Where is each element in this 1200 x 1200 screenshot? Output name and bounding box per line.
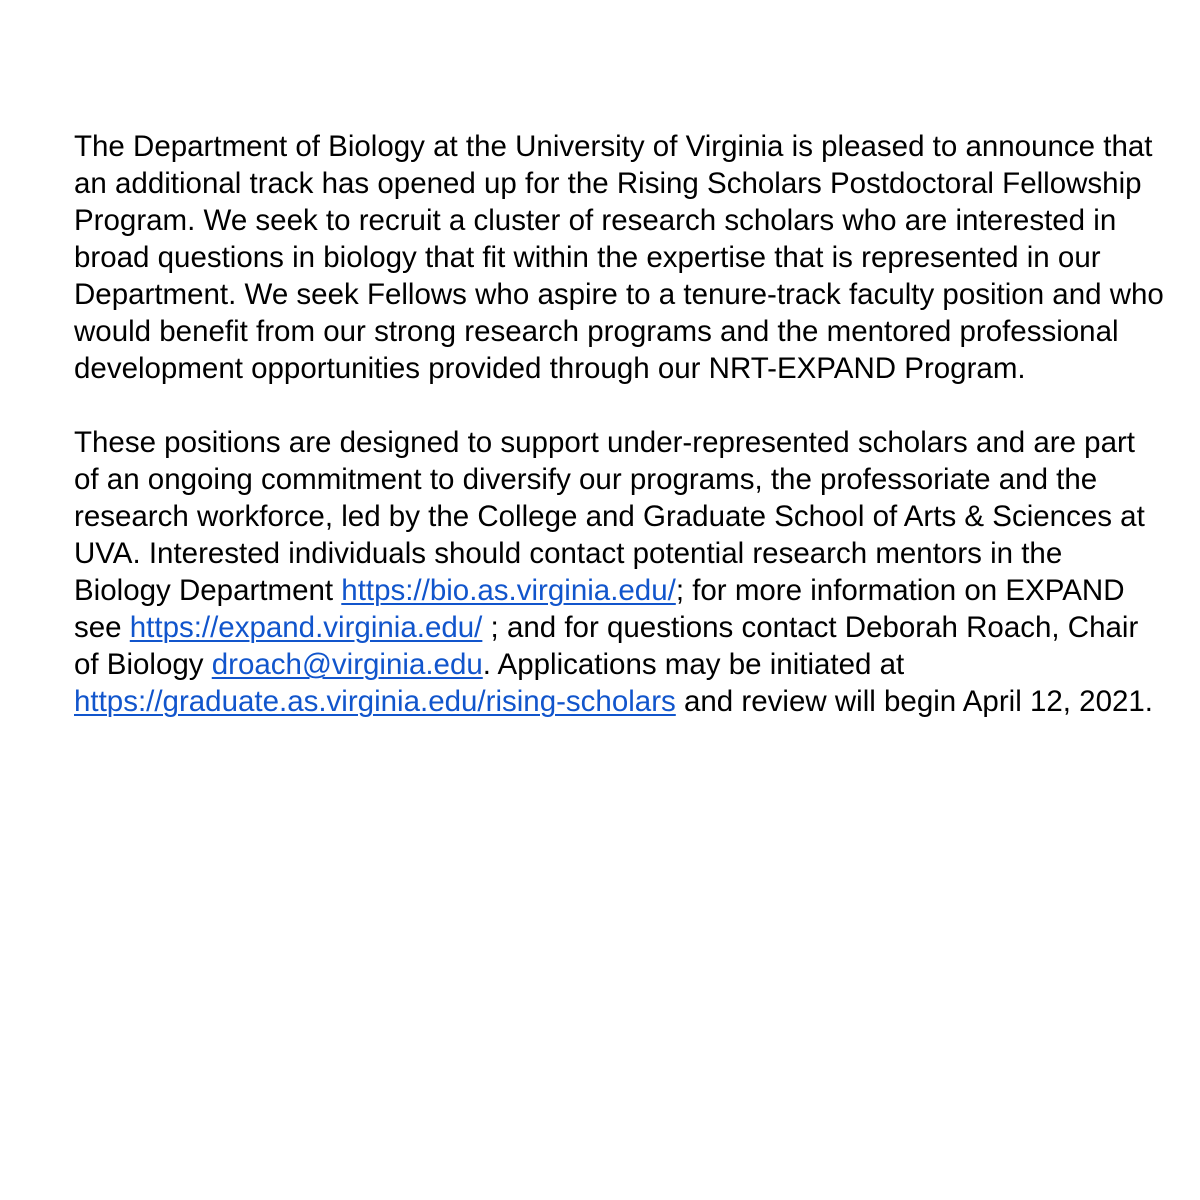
- details-text-contact: ; and for questions contact Deborah Roach, Chair of Biology: [74, 611, 1139, 681]
- details-text-review-date: and review will begin April 12, 2021.: [675, 685, 1153, 718]
- contact-email-link[interactable]: droach@virginia.edu: [211, 648, 483, 681]
- details-text-applications: . Applications may be initiated at: [482, 648, 905, 681]
- details-text-expand-intro: ; for more information on EXPAND see: [74, 574, 1125, 644]
- expand-program-link[interactable]: https://expand.virginia.edu/: [129, 611, 483, 644]
- announcement-document: [74, 128, 1164, 720]
- details-text-intro: These positions are designed to support under-represented scholars and are part of an ongoing commitment to diversify our programs, the professoriate and the research workforce, led by the College and Graduate School of Arts & Sciences at UVA. Interested individuals should contact potential research mentors in the Biology Department: [74, 426, 1145, 607]
- paragraph-details: [74, 424, 1164, 720]
- paragraph-announcement: The Department of Biology at the University of Virginia is pleased to announce that an additional track has opened up for the Rising Scholars Postdoctoral Fellowship Program. We seek to recruit a cluster of research scholars who are interested in broad questions in biology that fit within the expertise that is represented in our Department. We seek Fellows who aspire to a tenure-track faculty position and who would benefit from our strong research programs and the mentored professional development opportunities provided through our NRT-EXPAND Program.: [74, 130, 1164, 385]
- rising-scholars-link[interactable]: https://graduate.as.virginia.edu/rising-scholars: [74, 685, 676, 718]
- biology-department-link[interactable]: https://bio.as.virginia.edu/: [341, 574, 676, 607]
